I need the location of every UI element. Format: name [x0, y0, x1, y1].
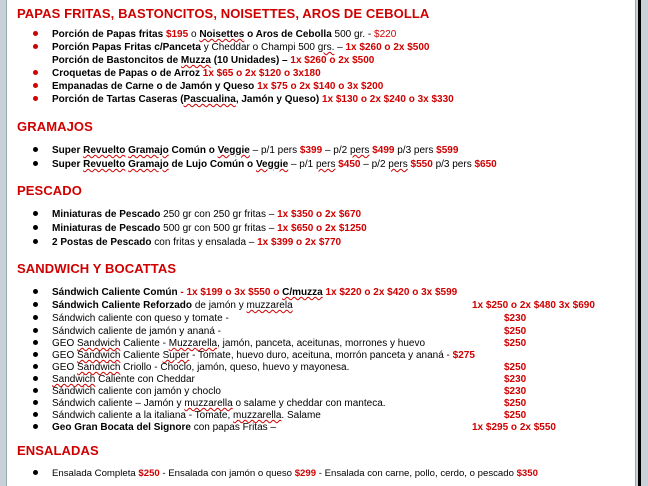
item-text: – p/2	[324, 145, 348, 156]
item-text: Veggie	[217, 145, 250, 156]
item-text: Caliente	[123, 350, 160, 361]
bullet-icon	[33, 83, 38, 88]
item-name: GEO	[52, 350, 75, 361]
item-text: pers	[388, 159, 408, 170]
item-name: Porción de Papas fritas	[52, 29, 164, 40]
item-name: 2 Postas de Pescado	[52, 237, 152, 248]
bullet-icon	[33, 470, 38, 475]
bullet-icon	[33, 147, 38, 152]
item-text: 250 gr con 250 gr fritas –	[163, 209, 275, 220]
item-price: $230	[504, 374, 527, 385]
bullet-icon	[33, 44, 38, 49]
item-name: Ensalada Completa	[52, 468, 136, 479]
list-item	[33, 313, 229, 325]
item-price: $350	[516, 468, 538, 479]
item-price: $250	[504, 326, 527, 337]
item-name: Sándwich Caliente Común	[52, 287, 178, 298]
bullet-icon	[33, 400, 38, 405]
item-price: 1x $650 o 2x $1250	[277, 223, 367, 234]
item-name: Croquetas de Papas o de Arroz	[52, 68, 200, 79]
item-text: grs.	[317, 42, 335, 53]
bullet-icon	[33, 96, 38, 101]
item-text: C/muzza	[282, 287, 323, 298]
item-name: Geo Gran Bocata del Signore	[52, 422, 191, 433]
item-price: 1x $250 o 2x $480 3x $690	[472, 300, 595, 311]
item-name: Sándwich caliente con jamón y choclo	[52, 386, 221, 397]
list-item	[33, 422, 276, 434]
list-item	[33, 468, 538, 480]
item-price: $299	[294, 468, 317, 479]
item-text: – p/1	[290, 159, 314, 170]
item-text: Sandwich	[77, 338, 121, 349]
item-text: p/3 pers	[435, 159, 472, 170]
section-title-pescado: PESCADO	[17, 183, 82, 198]
item-price: 1x $220 o 2x $420 o 3x $599	[325, 287, 458, 298]
item-name: Sándwich Caliente Reforzado	[52, 300, 193, 311]
item-price: $450	[338, 159, 361, 170]
item-price: 1x $65 o 2x $120 o 3x180	[202, 68, 321, 79]
item-name: Sandwich	[52, 374, 96, 385]
item-text: Muzzarella	[168, 338, 218, 349]
item-price: $195	[165, 29, 189, 40]
item-text: , jamón, panceta, aceitunas, morrones y huevo	[217, 338, 426, 349]
list-item	[33, 145, 458, 157]
item-price: $250	[138, 468, 160, 479]
item-text: con fritas y ensalada –	[154, 237, 255, 248]
item-name: Sándwich caliente de jamón y ananá -	[52, 326, 221, 337]
page-edge-rule	[638, 0, 641, 486]
item-name: Porción Papas Fritas c/Panceta	[52, 42, 201, 53]
item-text: y Cheddar o Champi 500	[203, 42, 315, 53]
item-text: muzzarella	[184, 398, 233, 409]
bullet-icon	[33, 225, 38, 230]
item-text: con papas Fritas –	[193, 422, 276, 433]
bullet-icon	[33, 328, 38, 333]
section-title-gramajos: GRAMAJOS	[17, 119, 93, 134]
item-name: Miniaturas de Pescado	[52, 209, 161, 220]
list-item	[33, 223, 367, 235]
list-item	[33, 374, 195, 386]
item-text: Revuelto	[83, 159, 126, 170]
item-text: pers	[349, 145, 370, 156]
menu-page	[6, 0, 636, 486]
bullet-icon	[33, 412, 38, 417]
bullet-icon	[33, 388, 38, 393]
list-item	[33, 362, 349, 374]
item-text: Super	[162, 350, 190, 361]
item-text: de jamón y	[194, 300, 244, 311]
item-text: o	[190, 29, 197, 40]
item-text: 500 gr con 500 gr fritas –	[163, 223, 275, 234]
list-item	[33, 209, 361, 221]
item-price: $599	[436, 145, 459, 156]
item-price: 1x $399 o 2x $770	[257, 237, 342, 248]
item-price: 1x $260 o 2x $500	[290, 55, 375, 66]
item-text: de Lujo Común o	[171, 159, 254, 170]
item-text: pers	[316, 159, 336, 170]
bullet-icon	[33, 424, 38, 429]
item-text: Caliente -	[123, 338, 166, 349]
list-item	[33, 81, 383, 93]
item-price: $250	[504, 398, 527, 409]
item-text: - Ensalada con jamón o queso	[162, 468, 293, 479]
item-price: $230	[504, 313, 527, 324]
item-text: - Ensalada con carne, pollo, cerdo, o pescado	[318, 468, 514, 479]
item-text: Sandwich	[77, 350, 121, 361]
item-text: Veggie	[255, 159, 289, 170]
list-item	[33, 300, 293, 312]
list-item	[33, 42, 429, 54]
bullet-icon	[33, 376, 38, 381]
bullet-icon	[33, 161, 38, 166]
list-item	[33, 410, 321, 422]
bullet-icon	[33, 31, 38, 36]
list-item	[33, 68, 321, 80]
item-text: , Jamón y Queso)	[235, 94, 320, 105]
item-name: Sándwich caliente con queso y tomate -	[52, 313, 229, 324]
item-text: - Tomate, huevo duro, aceituna, morrón panceta y ananá -	[192, 350, 450, 361]
list-item	[33, 94, 454, 106]
list-item	[33, 350, 475, 362]
item-name: GEO	[52, 338, 75, 349]
list-item	[33, 237, 341, 249]
item-price: $275	[452, 350, 475, 361]
item-price: 1x $130 o 2x $240 o 3x $330	[321, 94, 454, 105]
item-text: Revuelto	[83, 145, 126, 156]
item-text: Pascualina	[183, 94, 236, 105]
item-text: Común o	[171, 145, 215, 156]
item-text: 500 gr. -	[334, 29, 372, 40]
item-price: 1x $295 o 2x $550	[472, 422, 556, 433]
item-price: 1x $350 o 2x $670	[277, 209, 362, 220]
item-price: $250	[504, 362, 527, 373]
list-item-continuation	[52, 55, 374, 66]
bullet-icon	[33, 364, 38, 369]
item-text: – p/2	[363, 159, 386, 170]
item-text: o Aros de Cebolla	[247, 29, 332, 40]
item-price: $399	[299, 145, 323, 156]
item-price: $550	[410, 159, 433, 170]
item-name: GEO	[52, 362, 75, 373]
bullet-icon	[33, 289, 38, 294]
bullet-icon	[33, 340, 38, 345]
item-text: –	[337, 42, 343, 53]
item-name: Super	[52, 145, 81, 156]
list-item	[33, 338, 425, 350]
item-price: 1x $260 o 2x $500	[345, 42, 430, 53]
list-item	[33, 326, 221, 338]
item-text: p/3 pers	[397, 145, 434, 156]
item-text: Gramajo	[128, 159, 169, 170]
item-price: $230	[504, 386, 527, 397]
item-text: Criollo - Choclo, jamón, queso, huevo y mayonesa.	[123, 362, 350, 373]
bullet-icon	[33, 70, 38, 75]
item-name: Sándwich caliente a la italiana - Tomate,	[52, 410, 231, 421]
item-text: muzzarela	[246, 300, 293, 311]
item-text: Muzza	[180, 55, 211, 66]
item-price: $499	[372, 145, 395, 156]
section-title-papas: PAPAS FRITAS, BASTONCITOS, NOISETTES, AROS DE CEBOLLA	[17, 6, 430, 21]
section-title-ensaladas: ENSALADAS	[17, 443, 99, 458]
bullet-icon	[33, 352, 38, 357]
item-name: Super	[52, 159, 81, 170]
item-text: Caliente con Cheddar	[98, 374, 195, 385]
item-name: Porción de Tartas Caseras (	[52, 94, 184, 105]
item-price: 1x $75 o 2x $140 o 3x $200	[257, 81, 384, 92]
item-text: (10 Unidades) –	[213, 55, 288, 66]
item-text: Gramajo	[128, 145, 169, 156]
item-price: $250	[504, 338, 527, 349]
item-text: muzzarella	[233, 410, 282, 421]
item-price: $650	[474, 159, 497, 170]
bullet-icon	[33, 239, 38, 244]
item-price: $250	[504, 410, 527, 421]
item-price: - 1x $199 o 3x $550 o	[180, 287, 280, 298]
item-name: Sándwich caliente – Jamón y	[52, 398, 182, 409]
item-price: $220	[374, 29, 397, 40]
item-name: Empanadas de Carne o de Jamón y Queso	[52, 81, 255, 92]
item-text: – p/1 pers	[252, 145, 298, 156]
item-text: Noisettes	[199, 29, 245, 40]
item-text: Sandwich	[77, 362, 121, 373]
bullet-icon	[33, 315, 38, 320]
list-item	[33, 29, 396, 41]
bullet-icon	[33, 302, 38, 307]
list-item	[33, 386, 221, 398]
bullet-icon	[33, 211, 38, 216]
item-text: . Salame	[281, 410, 321, 421]
list-item	[33, 398, 386, 410]
item-text: o salame y cheddar con manteca.	[235, 398, 386, 409]
item-name: Miniaturas de Pescado	[52, 223, 161, 234]
item-name: Porción de Bastoncitos de	[52, 55, 179, 66]
list-item	[33, 159, 497, 171]
list-item	[33, 287, 457, 299]
section-title-sandwich: SANDWICH Y BOCATTAS	[17, 261, 177, 276]
